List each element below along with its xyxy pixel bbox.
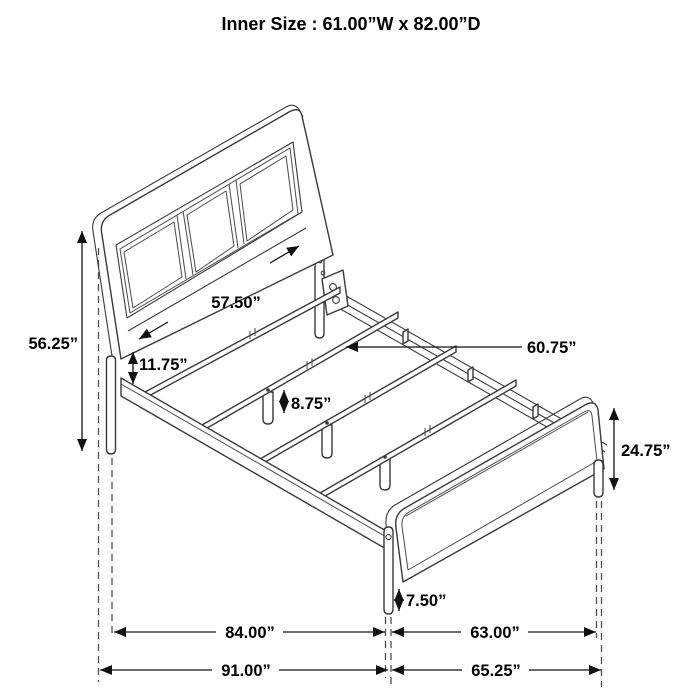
diagram-title: Inner Size : 61.00”W x 82.00”D [221, 14, 481, 34]
support-leg [322, 425, 332, 458]
footboard-right-leg [594, 460, 603, 497]
headboard-front-face [101, 110, 333, 359]
slat [202, 312, 398, 431]
headboard-left-leg [107, 356, 116, 454]
dim-label-headboard-height: 56.25” [28, 335, 78, 353]
footboard-front-face [396, 403, 604, 582]
near-rail-band [121, 378, 388, 550]
slat-hook [533, 404, 538, 419]
footboard [384, 397, 604, 614]
near-side-rail [121, 378, 388, 550]
screw-dot-icon [266, 388, 270, 392]
dim-label-overall-width: 65.25” [471, 662, 521, 680]
slat [260, 346, 456, 465]
dim-label-foot-leg-height: 7.50” [406, 592, 447, 610]
support-leg [263, 392, 273, 424]
dim-label-headboard-rail-width: 57.50” [211, 294, 261, 312]
near-rail-inner-edge [121, 384, 388, 538]
dim-label-footboard-span: 63.00” [470, 624, 520, 642]
dim-label-overall-length: 91.00” [221, 662, 271, 680]
slat-hook [403, 329, 408, 344]
screw-dot-icon [325, 421, 329, 425]
dim-label-support-leg-height: 8.75” [291, 395, 332, 413]
screw-dot-icon [383, 455, 387, 459]
dim-label-side-frame-length: 84.00” [225, 624, 275, 642]
dim-label-slat-length: 60.75” [527, 339, 577, 357]
dim-label-headboard-rail-gap: 11.75” [139, 356, 188, 374]
slat-hook [468, 367, 473, 382]
dim-label-footboard-height: 24.75” [621, 442, 671, 460]
